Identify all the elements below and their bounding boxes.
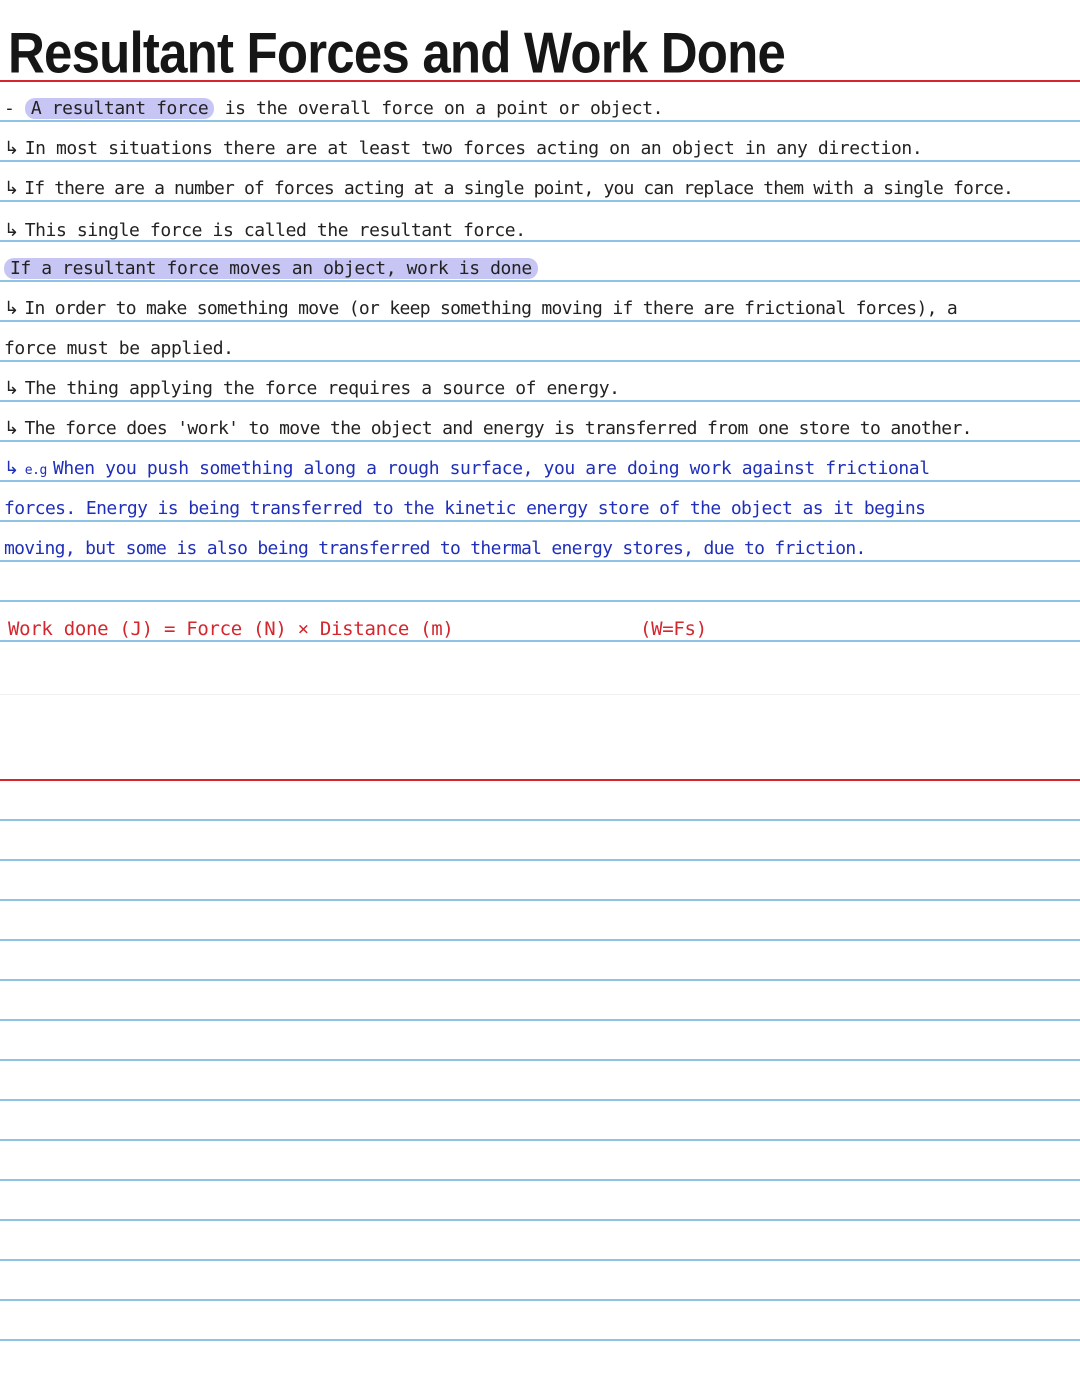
note-line-4 (4, 220, 526, 242)
work-done-formula-short: (W=Fs) (640, 618, 707, 640)
rule-line (0, 560, 1080, 562)
rule-line (0, 600, 1080, 602)
highlighted-heading: If a resultant force moves an object, work is done (4, 258, 538, 279)
note-text: In order to make something move (or keep something moving if there are frictional forces), a (24, 298, 957, 319)
rule-line (0, 939, 1080, 941)
note-text: is the overall force on a point or object. (214, 98, 664, 119)
rule-line (0, 1299, 1080, 1301)
note-line-6 (4, 298, 957, 320)
note-text: When you push something along a rough surface, you are doing work against frictional (52, 458, 930, 479)
hook-arrow-icon: ↳ (4, 178, 19, 199)
hook-arrow-icon: ↳ (4, 378, 19, 399)
faint-rule (0, 694, 1080, 695)
rule-line (0, 440, 1080, 442)
hook-arrow-icon: ↳ (4, 298, 19, 319)
note-text: In most situations there are at least two forces acting on an object in any direction. (24, 138, 923, 159)
note-text: This single force is called the resultant force. (24, 220, 526, 241)
highlighted-term: A resultant force (25, 98, 214, 119)
work-done-formula: Work done (J) = Force (N) × Distance (m) (8, 618, 454, 640)
hook-arrow-icon: ↳ (4, 220, 19, 241)
hook-arrow-icon: ↳ (4, 458, 19, 479)
eg-label: e.g (24, 463, 47, 478)
note-text: The force does 'work' to move the object and energy is transferred from one store to another. (24, 418, 972, 439)
note-line-7 (4, 338, 234, 360)
note-line-1 (4, 98, 663, 120)
note-line-5 (4, 258, 538, 280)
rule-line (0, 520, 1080, 522)
note-line-10 (4, 458, 930, 482)
rule-line (0, 640, 1080, 642)
note-line-3 (4, 178, 1013, 200)
rule-line (0, 160, 1080, 162)
rule-line (0, 200, 1080, 202)
hook-arrow-icon: ↳ (4, 418, 19, 439)
rule-line (0, 1339, 1080, 1341)
rule-line (0, 360, 1080, 362)
rule-line (0, 1019, 1080, 1021)
hook-arrow-icon: ↳ (4, 138, 19, 159)
rule-line (0, 320, 1080, 322)
rule-line (0, 899, 1080, 901)
rule-line (0, 1259, 1080, 1261)
rule-line (0, 819, 1080, 821)
page-title: Resultant Forces and Work Done (8, 21, 786, 85)
note-line-2 (4, 138, 922, 160)
note-text: The thing applying the force requires a source of energy. (24, 378, 620, 399)
rule-line (0, 1139, 1080, 1141)
note-line-12 (4, 538, 866, 560)
rule-line (0, 1099, 1080, 1101)
note-text: moving, but some is also being transferred to thermal energy stores, due to friction. (4, 538, 866, 559)
rule-line (0, 1179, 1080, 1181)
rule-line (0, 120, 1080, 122)
rule-line (0, 1219, 1080, 1221)
note-text: force must be applied. (4, 338, 234, 359)
note-line-8 (4, 378, 620, 400)
note-text: forces. Energy is being transferred to the kinetic energy store of the object as it begins (4, 498, 926, 519)
note-line-11 (4, 498, 925, 520)
rule-line (0, 280, 1080, 282)
rule-line (0, 979, 1080, 981)
rule-line-red (0, 779, 1080, 781)
rule-line (0, 1059, 1080, 1061)
dash-bullet: - (4, 98, 15, 119)
rule-line (0, 859, 1080, 861)
note-text: If there are a number of forces acting at a single point, you can replace them with a single force. (24, 178, 1013, 199)
rule-line (0, 400, 1080, 402)
note-line-9 (4, 418, 972, 440)
